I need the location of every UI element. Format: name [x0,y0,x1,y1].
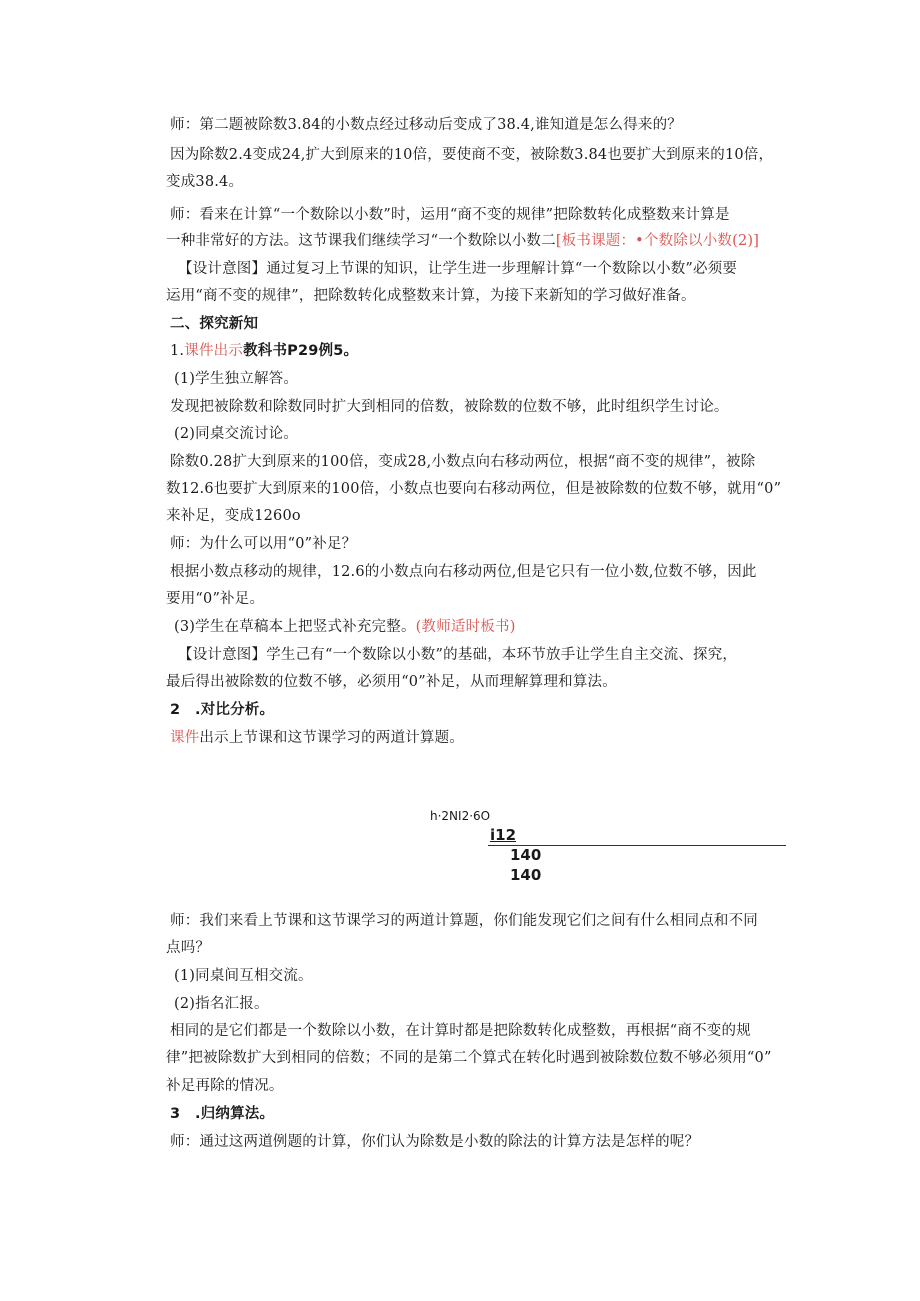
paragraph-text: 出示上节课和这节课学习的两道计算题。 [199,730,465,746]
paragraph-line: (2)同桌交流讨论。 [174,426,299,442]
design-intent: 【设计意图】学生己有“一个数除以小数”的基础，本环节放手让学生自主交流、探究， [178,647,738,663]
paragraph-line: 发现把被除数和除数同时扩大到相同的倍数，被除数的位数不够，此时组织学生讨论。 [170,399,729,415]
division-step-row: 140 [510,866,542,884]
paragraph-line: 师：通过这两道例题的计算，你们认为除数是小数的除法的计算方法是怎样的呢？ [170,1134,700,1150]
division-expression: h·2NI2·6O [430,809,491,823]
paragraph-line [170,728,464,748]
paragraph-line: 变成38.4。 [166,174,244,190]
paragraph-line: 师：我们来看上节课和这节课学习的两道计算题，你们能发现它们之间有什么相同点和不同 [170,913,758,929]
division-step-row: 140 [510,846,542,864]
paragraph-line: (1)同桌间互相交流。 [174,968,313,984]
step-heading [170,341,358,361]
paragraph-line: 师：为什么可以用“0”补足？ [170,536,357,552]
paragraph-line: 最后得出被除数的位数不够，必须用“0”补足，从而理解算理和算法。 [166,674,617,690]
paragraph-line: 师：看来在计算“一个数除以小数”时，运用“商不变的规律”把除数转化成整数来计算是 [170,207,730,223]
paragraph-line: 因为除数2.4变成24,扩大到原来的10倍，要使商不变，被除数3.84也要扩大到原来的10倍， [170,147,774,163]
paragraph-line: 点吗？ [166,940,211,956]
division-quotient-row: i12 [490,826,517,844]
step-number: 1. [170,343,185,359]
step-heading: 3 .归纳算法。 [170,1106,275,1122]
paragraph-line: 师：第二题被除数3.84的小数点经过移动后变成了38.4,谁知道是怎么得来的？ [170,117,682,133]
paragraph-line: 来补足，变成1260o [166,508,301,524]
courseware-label: 课件 [170,730,200,746]
paragraph-line: 补足再除的情况。 [166,1078,284,1094]
paragraph-line: 除数0.28扩大到原来的100倍，变成28,小数点向右移动两位，根据“商不变的规律”，被除 [170,454,756,470]
paragraph-text: 一种非常好的方法。这节课我们继续学习“一个数除以小数二 [166,233,556,249]
section-heading: 二、探究新知 [170,316,259,332]
paragraph-line: 相同的是它们都是一个数除以小数，在计算时都是把除数转化成整数，再根据“商不变的规 [170,1023,751,1039]
courseware-label: 课件出示 [184,343,244,359]
paragraph-line: 要用“0”补足。 [166,591,265,607]
board-note: (教师适时板书) [415,619,516,635]
paragraph-line: 根据小数点移动的规律，12.6的小数点向右移动两位,但是它只有一位小数,位数不够，因此 [170,564,757,580]
paragraph-line: 数12.6也要扩大到原来的100倍，小数点也要向右移动两位，但是被除数的位数不够，就用“0” [166,481,782,497]
paragraph-line: 律”把被除数扩大到相同的倍数；不同的是第二个算式在转化时遇到被除数位数不够必须用“0” [166,1050,772,1066]
board-note: [板书课题：•个数除以小数(2)] [555,233,760,249]
step-title: 教科书P29例5。 [243,343,359,359]
paragraph-text: (3)学生在草稿本上把竖式补充完整。 [174,619,416,635]
design-intent: 【设计意图】通过复习上节课的知识，让学生进一步理解计算“一个数除以小数”必须要 [178,261,738,277]
paragraph-line [174,617,516,637]
paragraph-line: (1)学生独立解答。 [174,371,299,387]
paragraph-line: (2)指名汇报。 [174,996,269,1012]
paragraph-line: 运用“商不变的规律”，把除数转化成整数来计算，为接下来新知的学习做好准备。 [166,288,696,304]
paragraph-line [166,231,759,251]
step-heading: 2 .对比分析。 [170,702,275,718]
